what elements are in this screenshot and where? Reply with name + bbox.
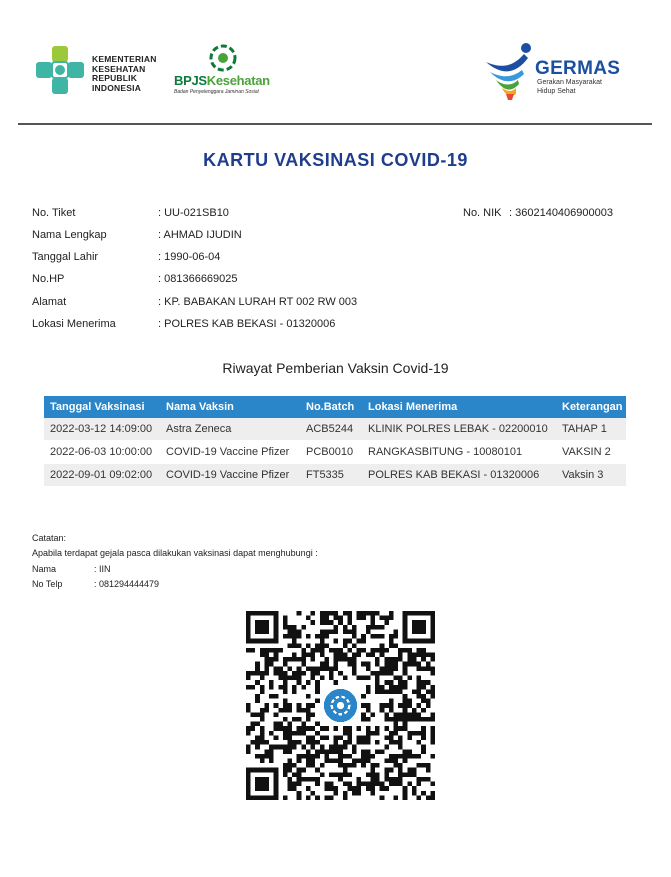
cell-date: 2022-03-12 14:09:00	[44, 418, 160, 441]
cell-note: TAHAP 1	[556, 418, 626, 441]
cell-batch: ACB5244	[300, 418, 362, 441]
phone-value: : 081366669025	[158, 273, 238, 285]
column-header: Nama Vaksin	[160, 396, 300, 418]
contact-phone-label: No Telp	[32, 579, 63, 589]
notes-heading: Catatan:	[32, 533, 67, 543]
cell-date: 2022-09-01 09:02:00	[44, 464, 160, 487]
name-value: : AHMAD IJUDIN	[158, 229, 242, 241]
cell-location: POLRES KAB BEKASI - 01320006	[362, 464, 556, 487]
address-label: Alamat	[32, 296, 67, 308]
table-row	[44, 418, 626, 441]
ticket-value: : UU-021SB10	[158, 207, 229, 219]
table-row	[44, 464, 626, 487]
dob-label: Tanggal Lahir	[32, 251, 99, 263]
cell-vaccine: COVID-19 Vaccine Pfizer	[160, 464, 300, 487]
kemenkes-name: KEMENTERIAN KESEHATAN REPUBLIK INDONESIA	[92, 54, 157, 93]
cell-note: Vaksin 3	[556, 464, 626, 487]
contact-phone-value: : 081294444479	[94, 579, 160, 589]
qr-finder-bottom-left	[246, 768, 278, 800]
ticket-label: No. Tiket	[32, 207, 76, 219]
nik-value: : 3602140406900003	[509, 207, 613, 219]
document-title: KARTU VAKSINASI COVID-19	[203, 150, 468, 170]
dob-value: : 1990-06-04	[158, 251, 221, 263]
contact-name-value: : IIN	[94, 564, 111, 574]
vaccination-table	[44, 396, 626, 487]
column-header: No.Batch	[300, 396, 362, 418]
cell-batch: PCB0010	[300, 441, 362, 464]
header-divider	[18, 123, 652, 125]
history-title: Riwayat Pemberian Vaksin Covid-19	[222, 360, 449, 376]
bpjs-subtitle: Badan Penyelenggara Jaminan Sosial	[174, 89, 259, 95]
contact-name-label: Nama	[32, 564, 57, 574]
qr-finder-top-left	[246, 611, 278, 643]
location-label: Lokasi Menerima	[32, 318, 116, 330]
cell-note: VAKSIN 2	[556, 441, 626, 464]
germas-title: GERMAS	[535, 58, 621, 79]
address-value: : KP. BABAKAN LURAH RT 002 RW 003	[158, 296, 358, 308]
phone-label: No.HP	[32, 273, 65, 285]
germas-logo-icon	[482, 40, 542, 102]
cell-location: KLINIK POLRES LEBAK - 02200010	[362, 418, 556, 441]
cell-location: RANGKASBITUNG - 10080101	[362, 441, 556, 464]
germas-subtitle: Gerakan Masyarakat Hidup Sehat	[537, 79, 602, 95]
cell-vaccine: Astra Zeneca	[160, 418, 300, 441]
qr-code	[246, 611, 435, 800]
cell-vaccine: COVID-19 Vaccine Pfizer	[160, 441, 300, 464]
kemenkes-logo-icon	[34, 44, 86, 96]
name-label: Nama Lengkap	[32, 229, 107, 241]
notes-text: Apabila terdapat gejala pasca dilakukan vaksinasi dapat menghubungi :	[32, 548, 318, 558]
qr-finder-top-right	[403, 611, 435, 643]
table-row	[44, 441, 626, 464]
column-header: Keterangan	[556, 396, 626, 418]
nik-label: No. NIK	[463, 207, 502, 219]
column-header: Lokasi Menerima	[362, 396, 556, 418]
location-value: : POLRES KAB BEKASI - 01320006	[158, 318, 336, 330]
table-header-row	[44, 396, 626, 418]
bpjs-name: BPJSKesehatan	[174, 73, 270, 88]
cell-date: 2022-06-03 10:00:00	[44, 441, 160, 464]
bpjs-logo-icon	[207, 44, 239, 74]
cell-batch: FT5335	[300, 464, 362, 487]
column-header: Tanggal Vaksinasi	[44, 396, 160, 418]
